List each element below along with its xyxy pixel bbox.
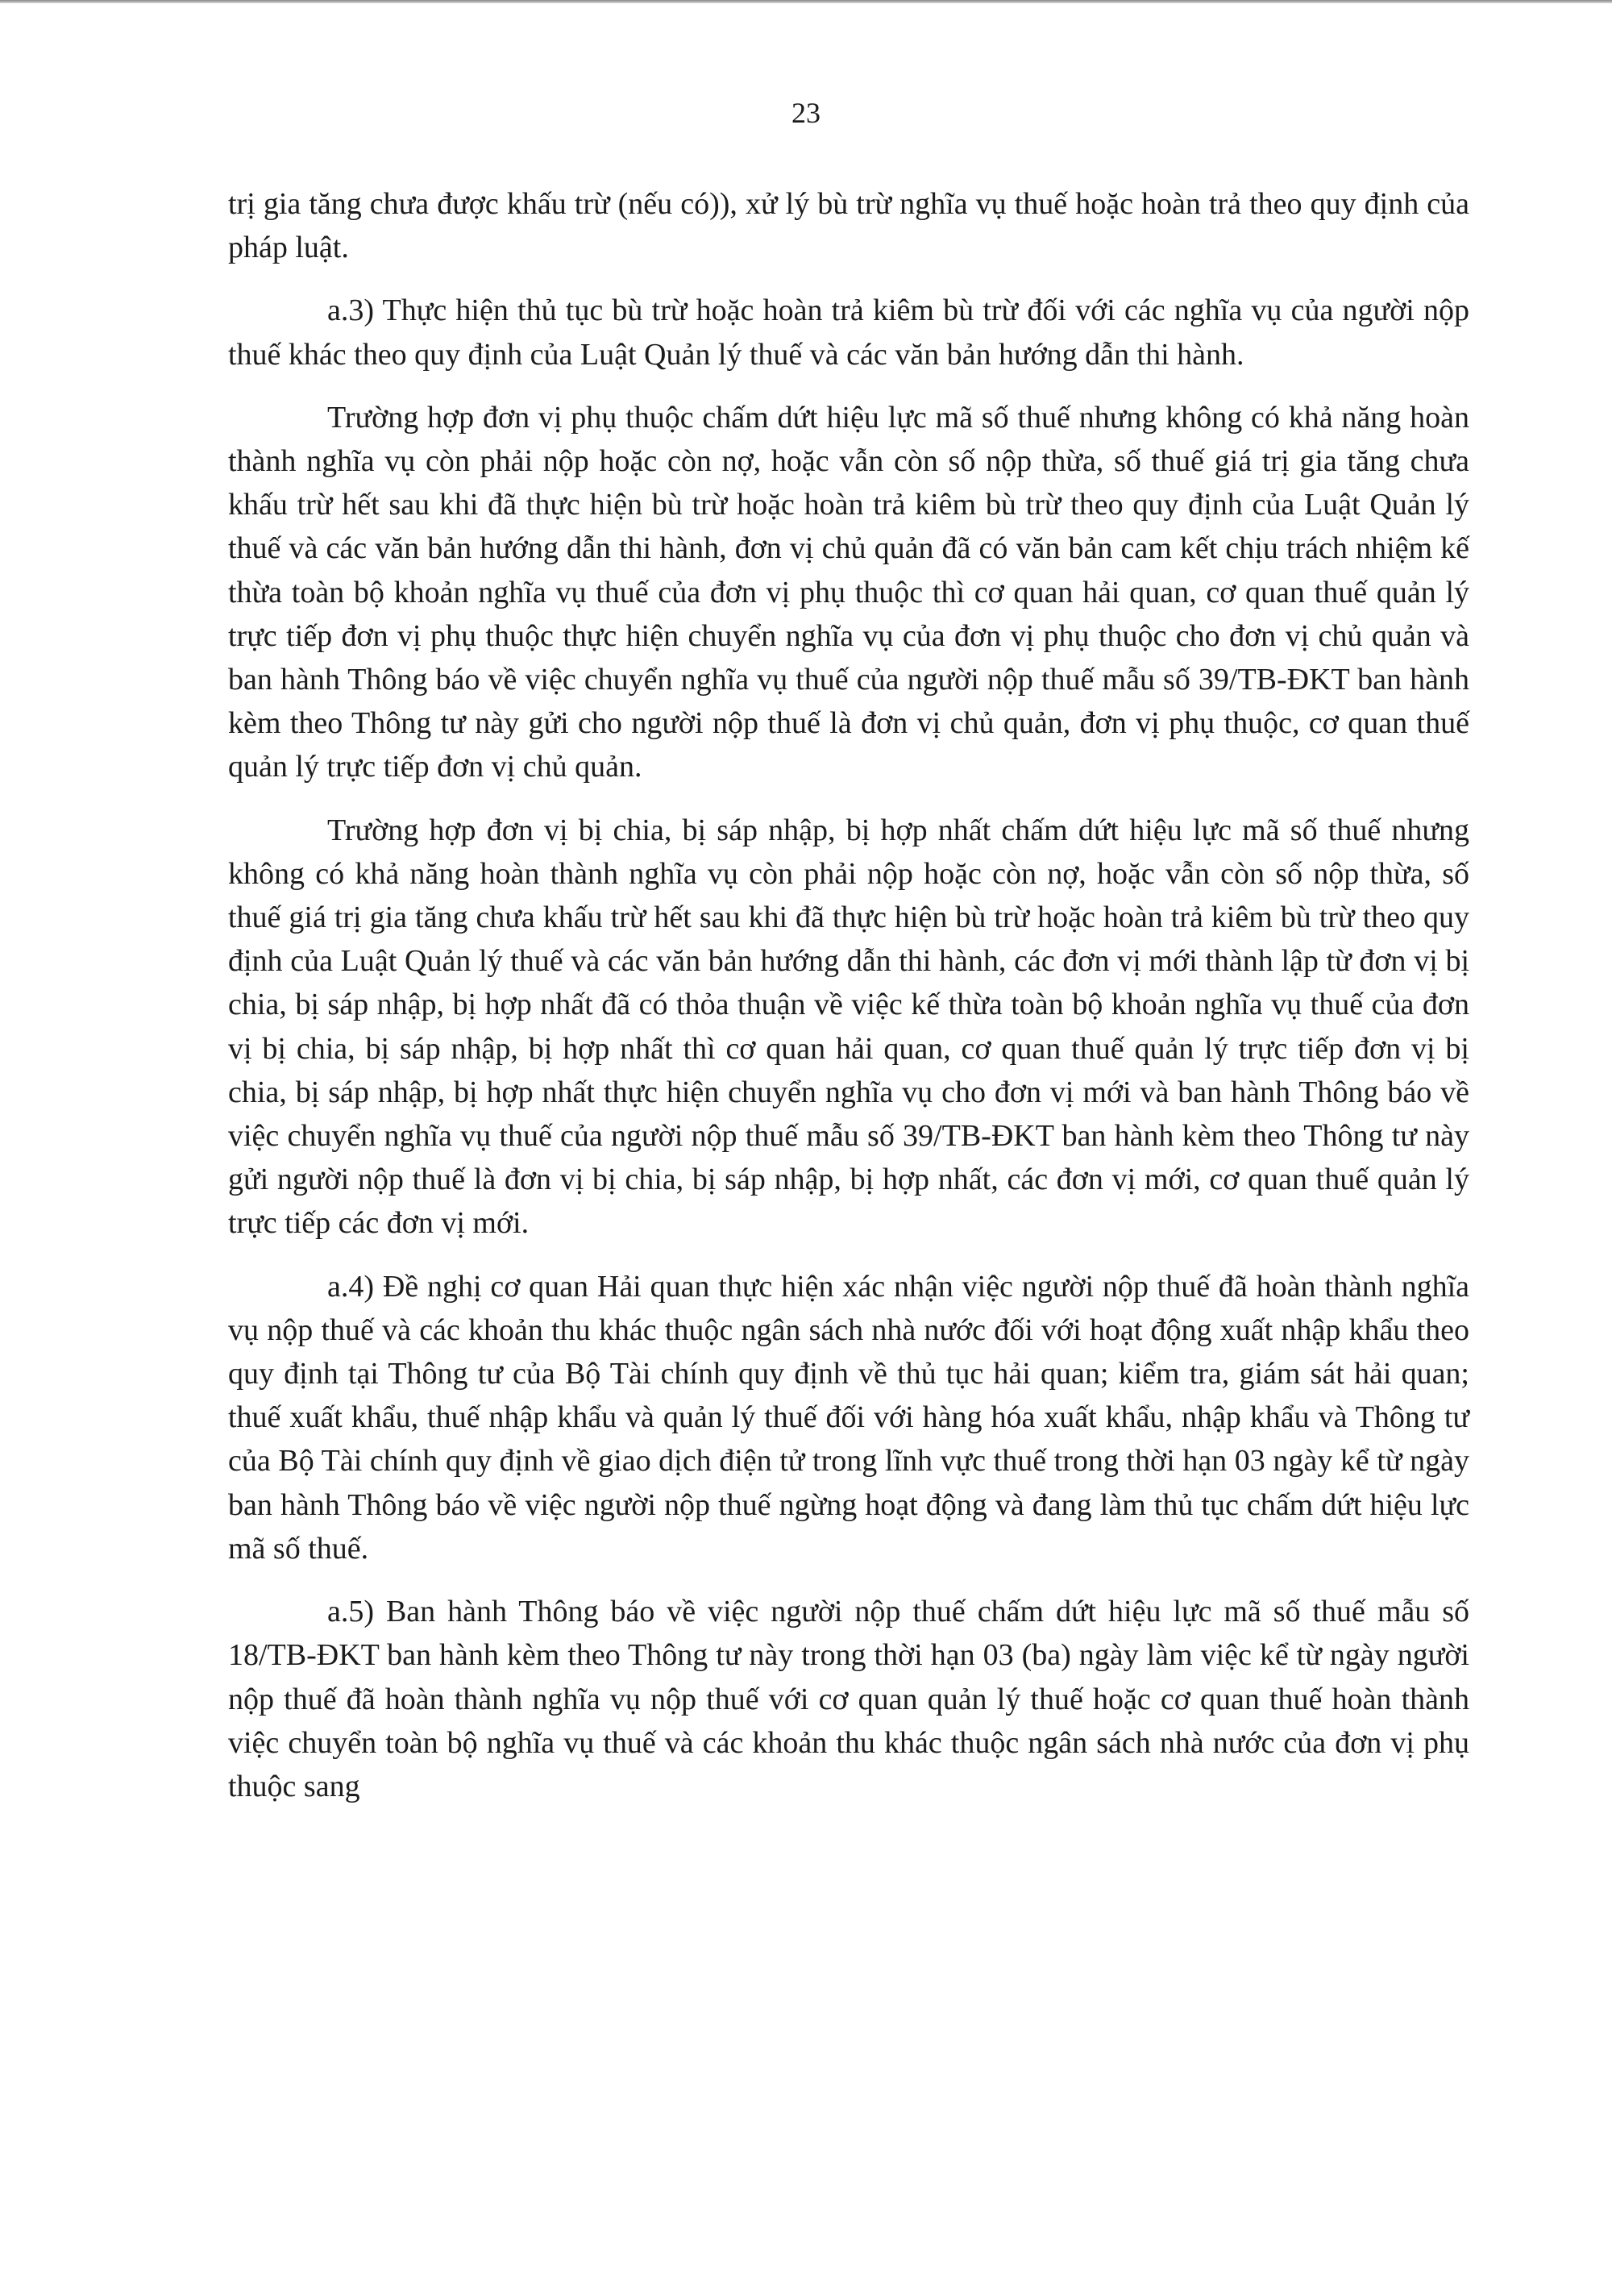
paragraph-a5: a.5) Ban hành Thông báo về việc người nộp thuế chấm dứt hiệu lực mã số thuế mẫu số 18/TB-ĐKT ban hành kèm theo Thông tư này trong thời hạn 03 (ba) ngày làm việc kể từ ngày người nộp thuế đã hoàn thành nghĩa vụ nộp thuế với cơ quan quản lý thuế hoặc cơ quan thuế hoàn thành việc chuyển toàn bộ nghĩa vụ thuế và các khoản thu khác thuộc ngân sách nhà nước của đơn vị phụ thuộc sang (228, 1595, 1469, 1803)
page-number: 23 (791, 97, 821, 129)
paragraph-split-merged-unit-case: Trường hợp đơn vị bị chia, bị sáp nhập, bị hợp nhất chấm dứt hiệu lực mã số thuế nhưng không có khả năng hoàn thành nghĩa vụ còn phải nộp hoặc còn nợ, hoặc vẫn còn số nộp thừa, số thuế giá trị gia tăng chưa khấu trừ hết sau khi đã thực hiện bù trừ hoặc hoàn trả kiêm bù trừ theo quy định của Luật Quản lý thuế và các văn bản hướng dẫn thi hành, các đơn vị mới thành lập từ đơn vị bị chia, bị sáp nhập, bị hợp nhất đã có thỏa thuận về việc kế thừa toàn bộ khoản nghĩa vụ thuế của đơn vị bị chia, bị sáp nhập, bị hợp nhất thì cơ quan hải quan, cơ quan thuế quản lý trực tiếp đơn vị bị chia, bị sáp nhập, bị hợp nhất thực hiện chuyển nghĩa vụ cho đơn vị mới và ban hành Thông báo về việc chuyển nghĩa vụ thuế của người nộp thuế mẫu số 39/TB-ĐKT ban hành kèm theo Thông tư này gửi người nộp thuế là đơn vị bị chia, bị sáp nhập, bị hợp nhất, các đơn vị mới, cơ quan thuế quản lý trực tiếp các đơn vị mới. (228, 813, 1469, 1241)
document-body (228, 182, 1469, 1828)
paragraph-a4: a.4) Đề nghị cơ quan Hải quan thực hiện xác nhận việc người nộp thuế đã hoàn thành nghĩa vụ nộp thuế và các khoản thu khác thuộc ngân sách nhà nước đối với hoạt động xuất nhập khẩu theo quy định tại Thông tư của Bộ Tài chính quy định về thủ tục hải quan; kiểm tra, giám sát hải quan; thuế xuất khẩu, thuế nhập khẩu và quản lý thuế đối với hàng hóa xuất khẩu, nhập khẩu và Thông tư của Bộ Tài chính quy định về giao dịch điện tử trong lĩnh vực thuế trong thời hạn 03 ngày kể từ ngày ban hành Thông báo về việc người nộp thuế ngừng hoạt động và đang làm thủ tục chấm dứt hiệu lực mã số thuế. (228, 1269, 1469, 1566)
paragraph-continuation: trị gia tăng chưa được khấu trừ (nếu có)), xử lý bù trừ nghĩa vụ thuế hoặc hoàn trả theo quy định của pháp luật. (228, 187, 1469, 265)
paragraph-dependent-unit-case: Trường hợp đơn vị phụ thuộc chấm dứt hiệu lực mã số thuế nhưng không có khả năng hoàn thành nghĩa vụ còn phải nộp hoặc còn nợ, hoặc vẫn còn số nộp thừa, số thuế giá trị gia tăng chưa khấu trừ hết sau khi đã thực hiện bù trừ hoặc hoàn trả kiêm bù trừ theo quy định của Luật Quản lý thuế và các văn bản hướng dẫn thi hành, đơn vị chủ quản đã có văn bản cam kết chịu trách nhiệm kế thừa toàn bộ khoản nghĩa vụ thuế của đơn vị phụ thuộc thì cơ quan hải quan, cơ quan thuế quản lý trực tiếp đơn vị phụ thuộc thực hiện chuyển nghĩa vụ của đơn vị phụ thuộc cho đơn vị chủ quản và ban hành Thông báo về việc chuyển nghĩa vụ thuế của người nộp thuế mẫu số 39/TB-ĐKT ban hành kèm theo Thông tư này gửi cho người nộp thuế là đơn vị chủ quản, đơn vị phụ thuộc, cơ quan thuế quản lý trực tiếp đơn vị chủ quản. (228, 400, 1469, 784)
paragraph-a3: a.3) Thực hiện thủ tục bù trừ hoặc hoàn trả kiêm bù trừ đối với các nghĩa vụ của người nộp thuế khác theo quy định của Luật Quản lý thuế và các văn bản hướng dẫn thi hành. (228, 293, 1469, 372)
scan-top-edge (0, 0, 1612, 3)
